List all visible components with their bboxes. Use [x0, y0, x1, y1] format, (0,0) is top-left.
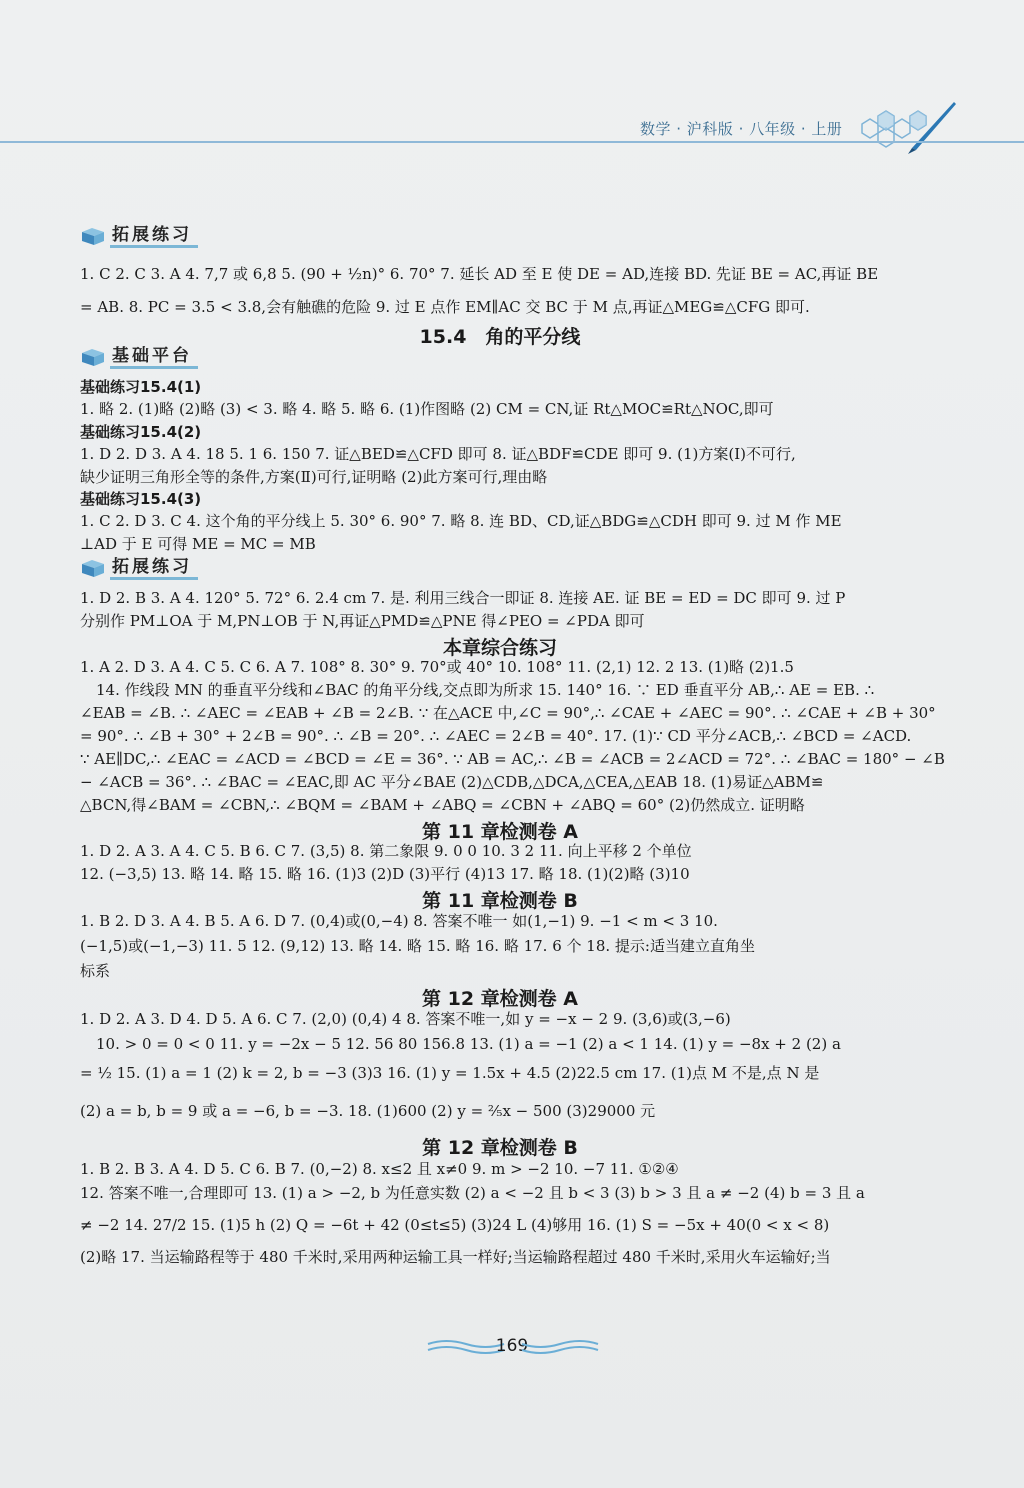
text-line: 1. D 2. A 3. A 4. C 5. B 6. C 7. (3,5) 8. 第二象限 9. 0 0 10. 3 2 11. 向上平移 2 个单位: [80, 842, 692, 860]
text-line: 1. 略 2. (1)略 (2)略 (3) < 3. 略 4. 略 5. 略 6. (1)作图略 (2) CM = CN,证 Rt△MOC≌Rt△NOC,即可: [80, 400, 774, 418]
text-line: ∵ AE∥DC,∴ ∠EAC = ∠ACD = ∠BCD = ∠E = 36°. ∵ AB = AC,∴ ∠B = ∠ACB = 2∠ACD = 72°. ∴ ∠BAC = 180° − ∠B: [80, 750, 945, 768]
section-heading: 第 11 章检测卷 A: [422, 821, 578, 843]
text-line: 12. (−3,5) 13. 略 14. 略 15. 略 16. (1)3 (2)D (3)平行 (4)13 17. 略 18. (1)(2)略 (3)10: [80, 865, 690, 883]
section-heading: 第 12 章检测卷 A: [422, 988, 578, 1010]
text-line: △BCN,得∠BAM = ∠CBN,∴ ∠BQM = ∠BAM + ∠ABQ = ∠CBN + ∠ABQ = 60° (2)仍然成立. 证明略: [80, 796, 805, 814]
badge-label: 基础平台: [110, 346, 198, 369]
section-heading: 15.4 角的平分线: [419, 326, 581, 348]
cube-icon: [80, 226, 106, 246]
header-rule: [0, 141, 1024, 143]
text-line: ∠EAB = ∠B. ∴ ∠AEC = ∠EAB + ∠B = 2∠B. ∵ 在△ACE 中,∠C = 90°,∴ ∠CAE + ∠AEC = 90°. ∴ ∠CAE + ∠B + 30°: [80, 704, 936, 722]
badge-label: 拓展练习: [110, 557, 198, 580]
text-line: = 90°. ∴ ∠B + 30° + 2∠B = 90°. ∴ ∠B = 20°. ∴ ∠AEC = 2∠B = 40°. 17. (1)∵ CD 平分∠ACB,∴ ∠BCD = ∠ACD.: [80, 727, 912, 745]
text-line: 1. C 2. C 3. A 4. 7,7 或 6,8 5. (90 + ½n)° 6. 70° 7. 延长 AD 至 E 使 DE = AD,连接 BD. 先证 BE = AC,再证 BE: [80, 265, 879, 283]
badge-tuozhan-1: [80, 224, 198, 248]
page-number: 169: [495, 1336, 529, 1356]
text-line: 1. B 2. B 3. A 4. D 5. C 6. B 7. (0,−2) 8. x≤2 且 x≠0 9. m > −2 10. −7 11. ①②④: [80, 1160, 679, 1178]
text-line: 1. D 2. D 3. A 4. 18 5. 1 6. 150 7. 证△BED≌△CFD 即可 8. 证△BDF≌CDE 即可 9. (1)方案(Ⅰ)不可行,: [80, 445, 796, 463]
text-line: 12. 答案不唯一,合理即可 13. (1) a > −2, b 为任意实数 (2) a < −2 且 b < 3 (3) b > 3 且 a ≠ −2 (4) b = 3 且 a: [80, 1184, 865, 1202]
text-line: − ∠ACB = 36°. ∴ ∠BAC = ∠EAC,即 AC 平分∠BAE (2)△CDB,△DCA,△CEA,△EAB 18. (1)易证△ABM≌: [80, 773, 824, 791]
text-line: = AB. 8. PC = 3.5 < 3.8,会有触礁的危险 9. 过 E 点作 EM∥AC 交 BC 于 M 点,再证△MEG≌△CFG 即可.: [80, 298, 810, 316]
text-line: ≠ −2 14. 27/2 15. (1)5 h (2) Q = −6t + 42 (0≤t≤5) (3)24 L (4)够用 16. (1) S = −5x + 40(0 < x < 8): [80, 1216, 830, 1234]
subsection-title: 基础练习15.4(2): [80, 423, 202, 441]
text-line: = ½ 15. (1) a = 1 (2) k = 2, b = −3 (3)3 16. (1) y = 1.5x + 4.5 (2)22.5 cm 17. (1)点 M 不是,点 N 是: [80, 1064, 820, 1082]
cube-icon: [80, 558, 106, 578]
text-line: 1. D 2. A 3. D 4. D 5. A 6. C 7. (2,0) (0,4) 4 8. 答案不唯一,如 y = −x − 2 9. (3,6)或(3,−6): [80, 1010, 731, 1028]
section-heading: 第 12 章检测卷 B: [422, 1137, 578, 1159]
text-line: 标系: [80, 962, 111, 980]
text-line: 缺少证明三角形全等的条件,方案(Ⅱ)可行,证明略 (2)此方案可行,理由略: [80, 468, 548, 486]
cube-icon: [80, 347, 106, 367]
subsection-title: 基础练习15.4(3): [80, 490, 202, 508]
honeycomb-pen-logo-icon: [842, 96, 962, 158]
text-line: (2) a = b, b = 9 或 a = −6, b = −3. 18. (1)600 (2) y = ⅖x − 500 (3)29000 元: [80, 1102, 656, 1120]
section-heading: 第 11 章检测卷 B: [422, 890, 578, 912]
text-line: 14. 作线段 MN 的垂直平分线和∠BAC 的角平分线,交点即为所求 15. 140° 16. ∵ ED 垂直平分 AB,∴ AE = EB. ∴: [96, 681, 875, 699]
text-line: 1. C 2. D 3. C 4. 这个角的平分线上 5. 30° 6. 90° 7. 略 8. 连 BD、CD,证△BDG≌△CDH 即可 9. 过 M 作 ME: [80, 512, 842, 530]
text-line: (2)略 17. 当运输路程等于 480 千米时,采用两种运输工具一样好;当运输路程超过 480 千米时,采用火车运输好;当: [80, 1248, 831, 1266]
badge-label: 拓展练习: [110, 225, 198, 248]
text-line: 1. D 2. B 3. A 4. 120° 5. 72° 6. 2.4 cm 7. 是. 利用三线合一即证 8. 连接 AE. 证 BE = ED = DC 即可 9. 过 P: [80, 589, 846, 607]
badge-tuozhan-2: [80, 556, 198, 580]
text-line: (−1,5)或(−1,−3) 11. 5 12. (9,12) 13. 略 14. 略 15. 略 16. 略 17. 6 个 18. 提示:适当建立直角坐: [80, 937, 755, 955]
header-title: 数学 · 沪科版 · 八年级 · 上册: [640, 120, 843, 138]
section-heading: 本章综合练习: [442, 637, 557, 659]
subsection-title: 基础练习15.4(1): [80, 378, 202, 396]
text-line: 分别作 PM⊥OA 于 M,PN⊥OB 于 N,再证△PMD≌△PNE 得∠PEO = ∠PDA 即可: [80, 612, 645, 630]
badge-jichu: [80, 345, 198, 369]
text-line: 1. B 2. D 3. A 4. B 5. A 6. D 7. (0,4)或(0,−4) 8. 答案不唯一 如(1,−1) 9. −1 < m < 3 10.: [80, 912, 718, 930]
text-line: ⊥AD 于 E 可得 ME = MC = MB: [80, 535, 316, 553]
wave-right-icon: [520, 1338, 600, 1356]
text-line: 10. > 0 = 0 < 0 11. y = −2x − 5 12. 56 80 156.8 13. (1) a = −1 (2) a < 1 14. (1) y = −8x + 2 (2) a: [96, 1035, 841, 1053]
text-line: 1. A 2. D 3. A 4. C 5. C 6. A 7. 108° 8. 30° 9. 70°或 40° 10. 108° 11. (2,1) 12. 2 13. (1)略 (2)1.5: [80, 658, 794, 676]
